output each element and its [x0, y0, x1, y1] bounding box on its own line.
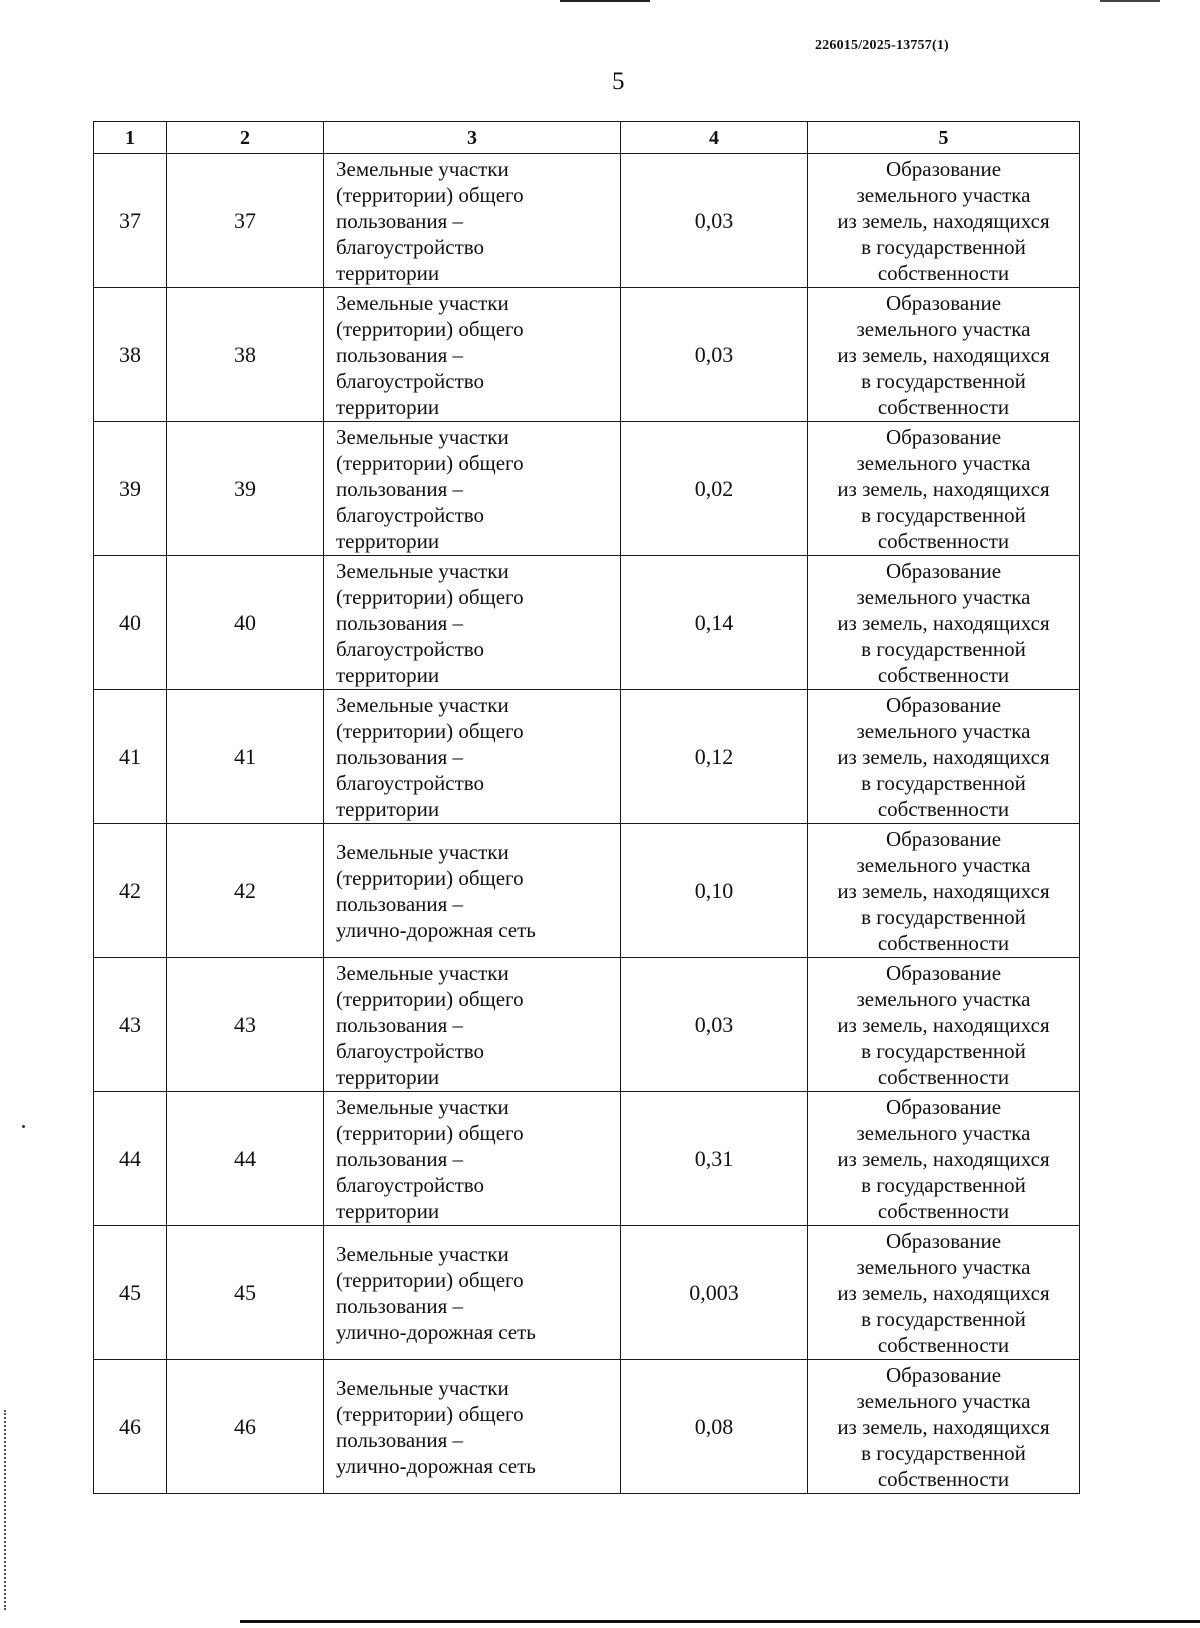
cell-row-number: 45: [94, 1226, 167, 1360]
cell-row-number: 46: [94, 1360, 167, 1494]
cell-formation-method: Образование земельного участка из земель, находящихся в государственной собственности: [808, 288, 1080, 422]
cell-land-use: Земельные участки (территории) общего пользования – благоустройство территории: [324, 556, 621, 690]
cell-land-use: Земельные участки (территории) общего пользования – благоустройство территории: [324, 958, 621, 1092]
cell-row-number: 37: [94, 154, 167, 288]
cell-area: 0,03: [621, 958, 808, 1092]
table-row: [94, 690, 1080, 824]
column-header-3: 3: [324, 122, 621, 154]
cell-land-use: Земельные участки (территории) общего пользования – улично-дорожная сеть: [324, 824, 621, 958]
column-header-2: 2: [167, 122, 324, 154]
cell-land-use: Земельные участки (территории) общего пользования – благоустройство территории: [324, 288, 621, 422]
cell-plot-number: 45: [167, 1226, 324, 1360]
cell-row-number: 39: [94, 422, 167, 556]
cell-formation-method: Образование земельного участка из земель, находящихся в государственной собственности: [808, 154, 1080, 288]
table-row: [94, 288, 1080, 422]
document-number: 226015/2025-13757(1): [815, 38, 949, 53]
cell-area: 0,14: [621, 556, 808, 690]
cell-land-use: Земельные участки (территории) общего пользования – благоустройство территории: [324, 690, 621, 824]
cell-area: 0,03: [621, 288, 808, 422]
table-row: [94, 1360, 1080, 1494]
table-row: [94, 556, 1080, 690]
column-header-4: 4: [621, 122, 808, 154]
cell-plot-number: 44: [167, 1092, 324, 1226]
cell-row-number: 42: [94, 824, 167, 958]
cell-formation-method: Образование земельного участка из земель, находящихся в государственной собственности: [808, 422, 1080, 556]
cell-area: 0,003: [621, 1226, 808, 1360]
table-row: [94, 422, 1080, 556]
land-plots-table: [93, 121, 1080, 1494]
column-header-5: 5: [808, 122, 1080, 154]
cell-plot-number: 42: [167, 824, 324, 958]
cell-plot-number: 41: [167, 690, 324, 824]
cell-row-number: 40: [94, 556, 167, 690]
cell-area: 0,02: [621, 422, 808, 556]
cell-formation-method: Образование земельного участка из земель, находящихся в государственной собственности: [808, 958, 1080, 1092]
table-row: [94, 824, 1080, 958]
cell-formation-method: Образование земельного участка из земель, находящихся в государственной собственности: [808, 556, 1080, 690]
scan-bottom-rule: [240, 1620, 1200, 1623]
cell-plot-number: 39: [167, 422, 324, 556]
cell-land-use: Земельные участки (территории) общего пользования – благоустройство территории: [324, 422, 621, 556]
cell-area: 0,08: [621, 1360, 808, 1494]
land-plots-table-container: [93, 121, 1079, 1494]
cell-area: 0,31: [621, 1092, 808, 1226]
cell-plot-number: 38: [167, 288, 324, 422]
cell-land-use: Земельные участки (территории) общего пользования – улично-дорожная сеть: [324, 1226, 621, 1360]
cell-area: 0,12: [621, 690, 808, 824]
scan-top-rule: [560, 0, 650, 2]
cell-row-number: 43: [94, 958, 167, 1092]
cell-plot-number: 46: [167, 1360, 324, 1494]
cell-formation-method: Образование земельного участка из земель, находящихся в государственной собственности: [808, 1092, 1080, 1226]
table-row: [94, 958, 1080, 1092]
cell-formation-method: Образование земельного участка из земель, находящихся в государственной собственности: [808, 1226, 1080, 1360]
table-row: [94, 1092, 1080, 1226]
scan-edge-marks: [4, 1410, 8, 1610]
scan-top-rule-right: [1100, 0, 1160, 2]
cell-land-use: Земельные участки (территории) общего пользования – улично-дорожная сеть: [324, 1360, 621, 1494]
table-row: [94, 154, 1080, 288]
cell-formation-method: Образование земельного участка из земель, находящихся в государственной собственности: [808, 1360, 1080, 1494]
cell-plot-number: 43: [167, 958, 324, 1092]
cell-row-number: 38: [94, 288, 167, 422]
cell-row-number: 44: [94, 1092, 167, 1226]
cell-row-number: 41: [94, 690, 167, 824]
cell-formation-method: Образование земельного участка из земель, находящихся в государственной собственности: [808, 690, 1080, 824]
column-header-1: 1: [94, 122, 167, 154]
page-number: 5: [612, 68, 625, 95]
cell-land-use: Земельные участки (территории) общего пользования – благоустройство территории: [324, 154, 621, 288]
scan-speck: [22, 1125, 25, 1128]
cell-area: 0,10: [621, 824, 808, 958]
table-body: [94, 154, 1080, 1494]
cell-formation-method: Образование земельного участка из земель, находящихся в государственной собственности: [808, 824, 1080, 958]
cell-land-use: Земельные участки (территории) общего пользования – благоустройство территории: [324, 1092, 621, 1226]
table-header-row: [94, 122, 1080, 154]
cell-area: 0,03: [621, 154, 808, 288]
table-row: [94, 1226, 1080, 1360]
cell-plot-number: 37: [167, 154, 324, 288]
cell-plot-number: 40: [167, 556, 324, 690]
